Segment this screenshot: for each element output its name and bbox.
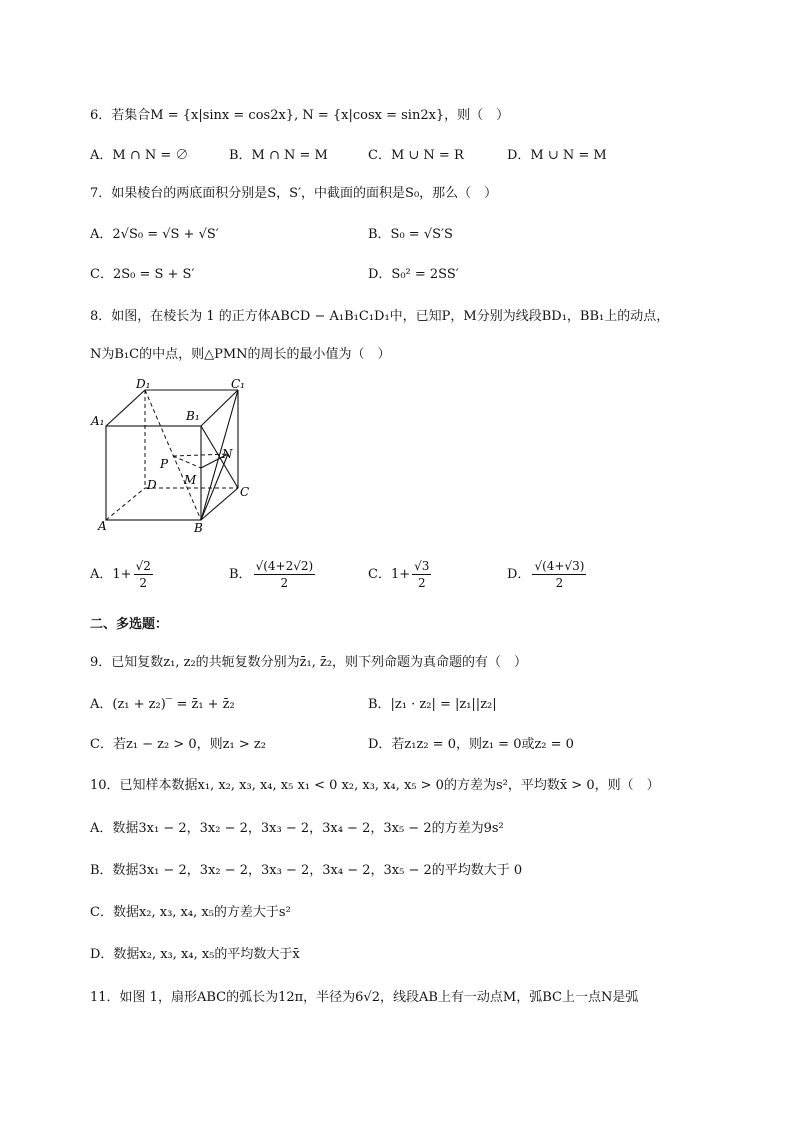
q9-option-a: A．(z₁ + z₂)‾ = z̄₁ + z̄₂ bbox=[90, 697, 235, 712]
label-d: D bbox=[147, 478, 157, 492]
q8-option-b-fraction: $\frac{√(4+2√2)}{2}$ bbox=[255, 559, 314, 590]
q9-stem: 9．已知复数z₁, z₂的共轭复数分别为z̄₁, z̄₂，则下列命题为真命题的有（ ） bbox=[90, 655, 528, 670]
q8-option-a-fraction: $\frac{√2}{2}$ bbox=[135, 559, 151, 590]
q7-stem: 7．如果棱台的两底面积分别是S，S′，中截面的面积是S₀，那么（ ） bbox=[90, 186, 498, 201]
q7-option-c: C．2S₀ = S + S′ bbox=[90, 267, 195, 282]
q8-option-a bbox=[90, 558, 155, 591]
cube-figure bbox=[88, 378, 258, 538]
q10-option-c: C．数据x₂, x₃, x₄, x₅的方差大于s² bbox=[90, 905, 291, 920]
q6-option-d: D．M ∪ N = M bbox=[507, 148, 607, 163]
q10-stem: 10．已知样本数据x₁, x₂, x₃, x₄, x₅ x₁ < 0 x₂, x₃, x₄, x₅ > 0的方差为s²，平均数x̄ > 0，则（ ） bbox=[90, 778, 660, 793]
q10-option-a: A．数据3x₁ − 2，3x₂ − 2，3x₃ − 2，3x₄ − 2，3x₅ − 2的方差为9s² bbox=[90, 821, 504, 836]
q6-stem: 6．若集合M = {x|sinx = cos2x}, N = {x|cosx = sin2x}，则（ ） bbox=[90, 108, 510, 123]
label-c: C bbox=[240, 485, 250, 499]
q8-stem-line1: 8．如图，在棱长为 1 的正方体ABCD − A₁B₁C₁D₁中，已知P，M分别为线段BD₁，BB₁上的动点， bbox=[90, 309, 670, 324]
label-p: P bbox=[160, 457, 169, 471]
q8-option-d bbox=[507, 558, 588, 591]
label-a1: A₁ bbox=[91, 414, 105, 428]
label-n: N bbox=[222, 447, 233, 461]
q9-option-d: D．若z₁z₂ = 0，则z₁ = 0或z₂ = 0 bbox=[368, 737, 574, 752]
label-b: B bbox=[194, 521, 203, 535]
q6-option-a: A．M ∩ N = ∅ bbox=[90, 148, 189, 163]
q9-option-c: C．若z₁ − z₂ > 0，则z₁ > z₂ bbox=[90, 737, 266, 752]
q10-option-b: B．数据3x₁ − 2，3x₂ − 2，3x₃ − 2，3x₄ − 2，3x₅ − 2的平均数大于 0 bbox=[90, 863, 523, 878]
q10-option-d: D．数据x₂, x₃, x₄, x₅的平均数大于x̄ bbox=[90, 947, 300, 962]
label-b1: B₁ bbox=[186, 409, 200, 423]
label-a: A bbox=[98, 519, 107, 533]
section-title-multiple-choice: 二、多选题： bbox=[90, 617, 169, 632]
q6-option-b: B．M ∩ N = M bbox=[229, 148, 328, 163]
q8-option-d-prefix: D． bbox=[507, 567, 531, 582]
q7-option-d: D．S₀² = 2SS′ bbox=[368, 267, 459, 282]
q8-option-b bbox=[229, 558, 317, 591]
label-d1: D₁ bbox=[136, 378, 151, 391]
q7-option-a: A．2√S₀ = √S + √S′ bbox=[90, 227, 219, 242]
q7-option-b: B．S₀ = √S′S bbox=[368, 227, 453, 242]
q6-option-c: C．M ∪ N = R bbox=[368, 148, 464, 163]
q8-option-d-fraction: $\frac{√(4+√3)}{2}$ bbox=[534, 559, 585, 590]
q9-option-b: B．|z₁ · z₂| = |z₁||z₂| bbox=[368, 697, 497, 712]
q8-option-a-prefix: A．1+ bbox=[90, 567, 132, 582]
q8-option-c-prefix: C．1+ bbox=[368, 567, 411, 582]
q11-stem: 11．如图 1，扇形ABC的弧长为12π，半径为6√2，线段AB上有一动点M，弧BC上一点N是弧 bbox=[90, 990, 639, 1005]
q8-option-c-fraction: $\frac{√3}{2}$ bbox=[414, 559, 430, 590]
q8-option-c bbox=[368, 558, 433, 591]
label-c1: C₁ bbox=[231, 378, 245, 391]
label-m: M bbox=[184, 473, 197, 487]
q8-option-b-prefix: B． bbox=[229, 567, 252, 582]
q8-stem-line2: N为B₁C的中点，则△PMN的周长的最小值为（ ） bbox=[90, 347, 391, 362]
